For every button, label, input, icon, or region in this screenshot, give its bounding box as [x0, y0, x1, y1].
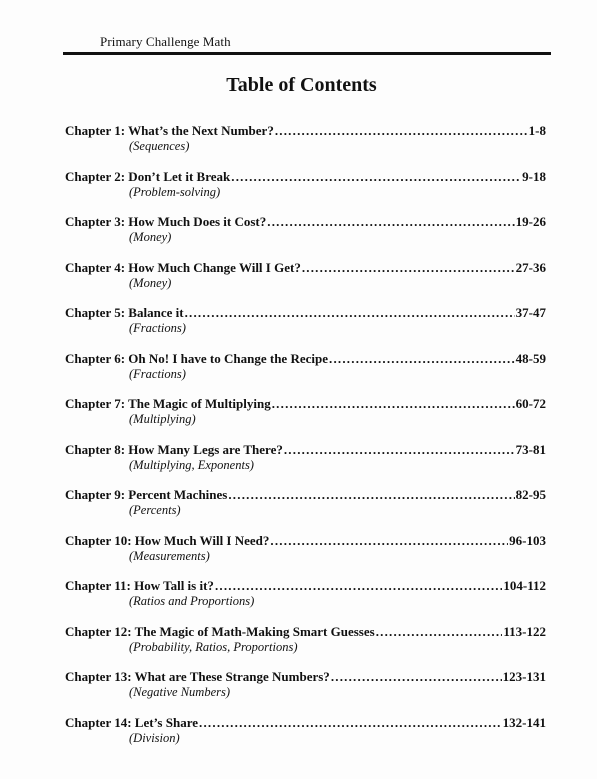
dot-leader — [185, 305, 515, 321]
dot-leader — [376, 624, 503, 640]
chapter-topic: (Probability, Ratios, Proportions) — [129, 639, 298, 654]
header-rule — [63, 52, 551, 55]
chapter-title: Chapter 14: Let’s Share — [65, 714, 199, 730]
dot-leader — [199, 715, 502, 731]
chapter-title: Chapter 2: Don’t Let it Break — [65, 168, 231, 184]
dot-leader — [275, 123, 528, 139]
chapter-title: Chapter 6: Oh No! I have to Change the Recipe — [65, 350, 328, 366]
chapter-title: Chapter 1: What’s the Next Number? — [65, 123, 274, 138]
chapter-topic: (Problem-solving) — [129, 184, 221, 199]
chapter-topic: (Multiplying, Exponents) — [129, 457, 254, 472]
chapter-pages: 73-81 — [515, 441, 546, 457]
chapter-pages: 96-103 — [509, 532, 546, 548]
chapter-topic: (Multiplying) — [129, 412, 196, 426]
chapter-title: Chapter 4: How Much Change Will I Get? — [65, 259, 301, 275]
chapter-title: Chapter 11: How Tall is it? — [65, 578, 214, 593]
page-title: Table of Contents — [226, 74, 377, 96]
toc-entry-chapter-5 — [65, 305, 546, 351]
chapter-title: Chapter 3: How Much Does it Cost? — [65, 214, 267, 229]
chapter-topic: (Measurements) — [129, 548, 210, 563]
toc-entry-chapter-8 — [65, 442, 546, 488]
chapter-title: Chapter 8: How Many Legs are There? — [65, 441, 283, 457]
toc-entry-chapter-4 — [65, 260, 546, 306]
chapter-topic: (Money) — [129, 275, 172, 290]
toc-entry-chapter-6 — [65, 351, 546, 397]
chapter-pages: 60-72 — [515, 396, 546, 411]
chapter-pages: 19-26 — [515, 214, 546, 229]
dot-leader — [331, 669, 502, 685]
chapter-pages: 104-112 — [503, 578, 546, 593]
chapter-pages: 123-131 — [502, 669, 546, 684]
dot-leader — [215, 578, 502, 594]
chapter-topic: (Sequences) — [129, 139, 190, 153]
toc-entry-chapter-10 — [65, 533, 546, 579]
toc-entry-chapter-12 — [65, 624, 546, 670]
dot-leader — [329, 351, 515, 367]
dot-leader — [231, 169, 521, 185]
chapter-title: Chapter 5: Balance it — [65, 305, 184, 320]
dot-leader — [284, 442, 515, 458]
chapter-pages: 48-59 — [515, 350, 546, 366]
chapter-pages: 132-141 — [502, 714, 546, 730]
chapter-topic: (Fractions) — [129, 366, 186, 381]
chapter-pages: 82-95 — [515, 487, 546, 502]
toc-entry-chapter-3 — [65, 214, 546, 260]
dot-leader — [302, 260, 515, 276]
chapter-pages: 1-8 — [528, 123, 546, 138]
chapter-topic: (Division) — [129, 730, 180, 745]
toc-entry-chapter-9 — [65, 487, 546, 533]
chapter-title: Chapter 7: The Magic of Multiplying — [65, 396, 271, 411]
chapter-topic: (Percents) — [129, 503, 181, 517]
chapter-title: Chapter 10: How Much Will I Need? — [65, 532, 270, 548]
chapter-topic: (Ratios and Proportions) — [129, 594, 255, 608]
dot-leader — [270, 533, 508, 549]
toc-entry-chapter-2 — [65, 169, 546, 215]
chapter-title: Chapter 9: Percent Machines — [65, 487, 228, 502]
chapter-pages: 9-18 — [522, 168, 546, 184]
chapter-topic: (Money) — [129, 230, 172, 244]
toc-entry-chapter-11 — [65, 578, 546, 624]
running-header: Primary Challenge Math — [100, 34, 231, 49]
chapter-topic: (Negative Numbers) — [129, 685, 231, 699]
dot-leader — [228, 487, 514, 503]
toc-list — [65, 123, 546, 760]
toc-entry-chapter-1 — [65, 123, 546, 169]
chapter-pages: 113-122 — [503, 623, 546, 639]
chapter-title: Chapter 13: What are These Strange Numbers? — [65, 669, 330, 684]
chapter-pages: 27-36 — [515, 259, 546, 275]
toc-entry-chapter-13 — [65, 669, 546, 715]
toc-entry-chapter-14 — [65, 715, 546, 761]
dot-leader — [267, 214, 514, 230]
dot-leader — [272, 396, 515, 412]
chapter-title: Chapter 12: The Magic of Math-Making Smart Guesses — [65, 623, 375, 639]
chapter-pages: 37-47 — [515, 305, 546, 320]
chapter-topic: (Fractions) — [129, 321, 186, 335]
toc-entry-chapter-7 — [65, 396, 546, 442]
